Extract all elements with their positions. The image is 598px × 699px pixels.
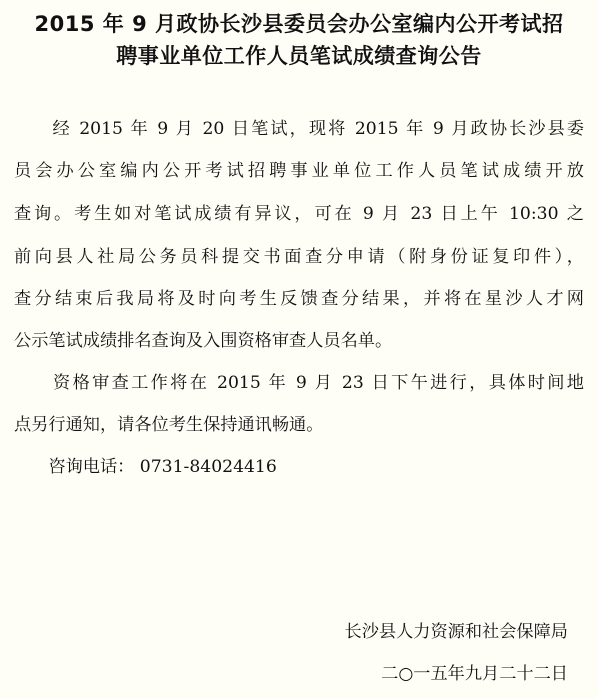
body-line-4: 前向县人社局公务员科提交书面查分申请（附身份证复印件）， — [14, 247, 584, 267]
body-line-5: 查分结束后我局将及时向考生反馈查分结果，并将在星沙人才网 — [14, 289, 584, 309]
body-line-6: 公示笔试成绩排名查询及入围资格审查人员名单。 — [14, 331, 393, 351]
contact-phone-line: 咨询电话： 0731-84024416 — [14, 457, 277, 477]
notice-title-line-2: 聘事业单位工作人员笔试成绩查询公告 — [116, 44, 482, 68]
body-line-7: 资格审查工作将在 2015 年 9 月 23 日下午进行，具体时间地 — [14, 373, 584, 393]
body-line-8: 点另行通知，请各位考生保持通讯畅通。 — [14, 415, 324, 435]
body-line-1: 经 2015 年 9 月 20 日笔试，现将 2015 年 9 月政协长沙县委 — [14, 119, 584, 139]
notice-title-line-1: 2015 年 9 月政协长沙县委员会办公室编内公开考试招 — [34, 12, 564, 36]
signature-date: 二○一五年九月二十二日 — [381, 664, 568, 684]
signature-organization: 长沙县人力资源和社会保障局 — [344, 622, 568, 642]
body-line-2: 员会办公室编内公开考试招聘事业单位工作人员笔试成绩开放 — [14, 161, 584, 181]
body-line-3: 查询。考生如对笔试成绩有异议，可在 9 月 23 日上午 10:30 之 — [14, 204, 584, 224]
